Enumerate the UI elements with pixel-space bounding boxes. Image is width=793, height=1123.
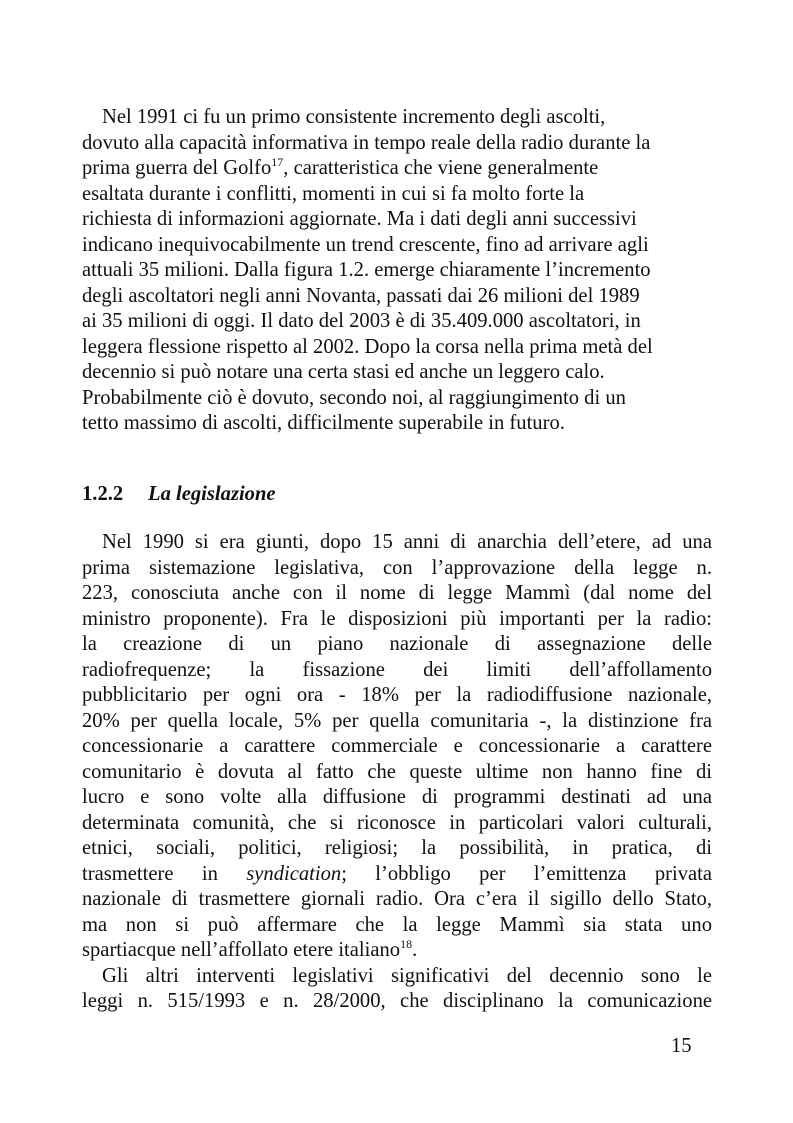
paragraph-radio-audience: Nel 1991 ci fu un primo consistente incremento degli ascolti, dovuto alla capacità informativa in tempo reale della radio durante la prima guerra del Golfo$^{17}$, caratteristica che viene generalmente esaltata durante i conflitti, momenti in cui si fa molto forte la richiesta di informazioni aggiornate. Ma i dati degli anni successivi indicano inequivocabilmente un trend crescente, fino ad arrivare agli attuali 35 milioni. Dalla figura 1.2. emerge chiaramente l’incremento degli ascoltatori negli anni Novanta, passati dai 26 milioni del 1989 ai 35 milioni di oggi. Il dato del 2003 è di 35.409.000 ascoltatori, in leggera flessione rispetto al 2002. Dopo la corsa nella prima metà del decennio si può notare una certa stasi ed anche un leggero calo. Probabilmente ciò è dovuto, secondo noi, al raggiungimento di un tetto massimo di ascolti, difficilmente superabile in futuro. (82, 106, 653, 434)
footnote-ref-18[interactable]: 18 (400, 938, 413, 951)
section-heading (82, 481, 276, 507)
paragraph-other-laws: Gli altri interventi legislativi significativi del decennio sono le leggi n. 515/1993 e n. 28/2000, che disciplinano la comunicazione (82, 964, 712, 1012)
italic-term-syndication: syndication (246, 862, 342, 885)
page-number: 15 (671, 1035, 692, 1057)
section-title: La legislazione (148, 483, 276, 505)
paragraph-legislation-block (82, 530, 712, 1015)
section-number: 1.2.2 (82, 483, 124, 505)
paragraph-legislation: Nel 1990 si era giunti, dopo 15 anni di anarchia dell’etere, ad una prima sistemazione legislativa, con l’approvazione della legge n. 223, conosciuta anche con il nome di legge Mammì (dal nome del ministro proponente). Fra le disposizioni più importanti per la radio: la creazione di un piano nazionale di assegnazione delle radiofrequenze; la fissazione dei limiti dell’affollamento pubblicitario per ogni ora - 18% per la radiodiffusione nazionale, 20% per quella locale, 5% per quella comunitaria -, la distinzione fra concessionarie a carattere commerciale e concessionarie a carattere comunitario è dovuta al fatto che queste ultime non hanno fine di lucro e sono volte alla diffusione di programmi destinati ad una determinata comunità, che si riconosce in particolari valori culturali, etnici, sociali, politici, religiosi; la possibilità, in pratica, di trasmettere in syndication; l’obbligo per l’emittenza privata nazionale di trasmettere giornali radio. Ora c’era il sigillo dello Stato, ma non si può affermare che la legge Mammì sia stata uno spartiacque nell’affollato etere italiano$^{18}$. (82, 531, 712, 961)
footnote-ref-17[interactable]: 17 (271, 155, 284, 169)
